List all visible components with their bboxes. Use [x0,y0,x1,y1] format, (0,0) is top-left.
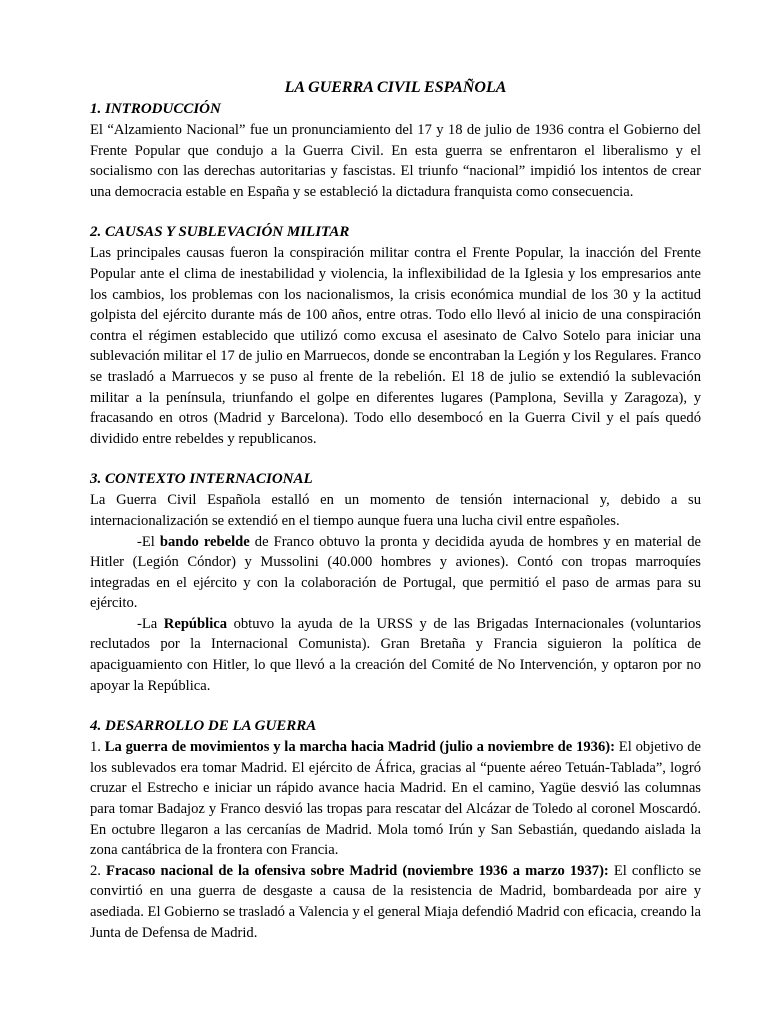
paragraph-fase-2 [90,861,701,943]
bold-phase-title-1: La guerra de movimientos y la marcha hacia Madrid (julio a noviembre de 1936): [104,739,615,756]
list-number: 1. [90,739,105,756]
section-heading-causas: 2. CAUSAS Y SUBLEVACIÓN MILITAR [90,224,350,241]
section-heading-introduccion: 1. INTRODUCCIÓN [90,101,221,117]
text-run: -El [137,533,160,550]
section-heading-contexto: 3. CONTEXTO INTERNACIONAL [90,471,313,488]
text-run: de Franco obtuvo la pronta y decidida ayuda de hombres y en material de Hitler (Legión Cóndor) y Mussolini (40.000 hombres y aviones). Contó con tropas marroquíes integradas en el ejército y con la colaboración de Portugal, que permitió el paso de armas para su ejército. [90,533,701,612]
list-number: 2. [90,862,107,879]
text-run: El objetivo de los sublevados era tomar Madrid. El ejército de África, gracias al “puente aéreo Tetuán-Tablada”, logró cruzar el Estrecho e iniciar un rápido avance hacia Madrid. En el camino, Yagüe desvió las columnas para tomar Badajoz y Franco desvió las tropas para rescatar del Alcázar de Toledo al coronel Moscardó. En octubre llegaron a las cercanías de Madrid. Mola tomó Irún y San Sebastián, quedando aislada la zona cantábrica de la frontera con Francia. [90,739,701,859]
document-title: LA GUERRA CIVIL ESPAÑOLA [284,79,507,96]
section-gap [90,202,701,222]
section-gap [90,696,701,716]
bold-term-bando-rebelde: bando rebelde [159,533,250,550]
paragraph-causas: Las principales causas fueron la conspiración militar contra el Frente Popular, la inacción del Frente Popular ante el clima de inestabilidad y violencia, la inflexibilidad de la Iglesia y los empresarios ante los cambios, los problemas con los nacionalismos, la crisis económica mundial de los 30 y la actitud golpista del ejército durante más de 100 años, entre otras. Todo ello llevó al inicio de una conspiración contra el régimen establecido que utilizó como excusa el asesinato de Calvo Sotelo para iniciar una sublevación militar el 17 de julio en Marruecos, donde se encontraban la Legión y los Regulares. Franco se trasladó a Marruecos y se puso al frente de la rebelión. El 18 de julio se extendió la sublevación militar a la península, triunfando el golpe en diferentes lugares (Pamplona, Sevilla y Zaragoza), y fracasando en otros (Madrid y Barcelona). Todo ello desembocó en la Guerra Civil y el país quedó dividido entre rebeldes y republicanos. [90,245,701,447]
section-gap [90,449,701,469]
text-run: El conflicto se convirtió en una guerra de desgaste a causa de la resistencia de Madrid, bombardeada por aire y asediada. El Gobierno se trasladó a Valencia y el general Miaja defendió Madrid con eficacia, creando la Junta de Defensa de Madrid. [90,862,702,941]
bold-phase-title-2: Fracaso nacional de la ofensiva sobre Madrid (noviembre 1936 a marzo 1937): [106,862,609,879]
paragraph-contexto-intro: La Guerra Civil Española estalló en un momento de tensión internacional y, debido a su internacionalización se extendió en el tiempo aunque fuera una lucha civil entre españoles. [90,492,701,529]
paragraph-introduccion: El “Alzamiento Nacional” fue un pronunciamiento del 17 y 18 de julio de 1936 contra el Gobierno del Frente Popular que condujo a la Guerra Civil. En esta guerra se enfrentaron el liberalismo y el socialismo con las derechas autoritarias y fascistas. El triunfo “nacional” impidió los intentos de crear una democracia estable en España y se estableció la dictadura franquista como consecuencia. [90,122,701,200]
text-run: obtuvo la ayuda de la URSS y de las Brigadas Internacionales (voluntarios reclutados por la Internacional Comunista). Gran Bretaña y Francia siguieron la política de apaciguamiento con Hitler, lo que llevó a la creación del Comité de No Intervención, y optaron por no apoyar la República. [90,615,701,694]
bold-term-republica: República [163,615,228,632]
paragraph-bando-rebelde [90,532,701,614]
section-heading-desarrollo: 4. DESARROLLO DE LA GUERRA [90,718,317,735]
text-run: -La [137,615,164,632]
paragraph-fase-1 [90,737,701,861]
paragraph-republica [90,614,701,696]
